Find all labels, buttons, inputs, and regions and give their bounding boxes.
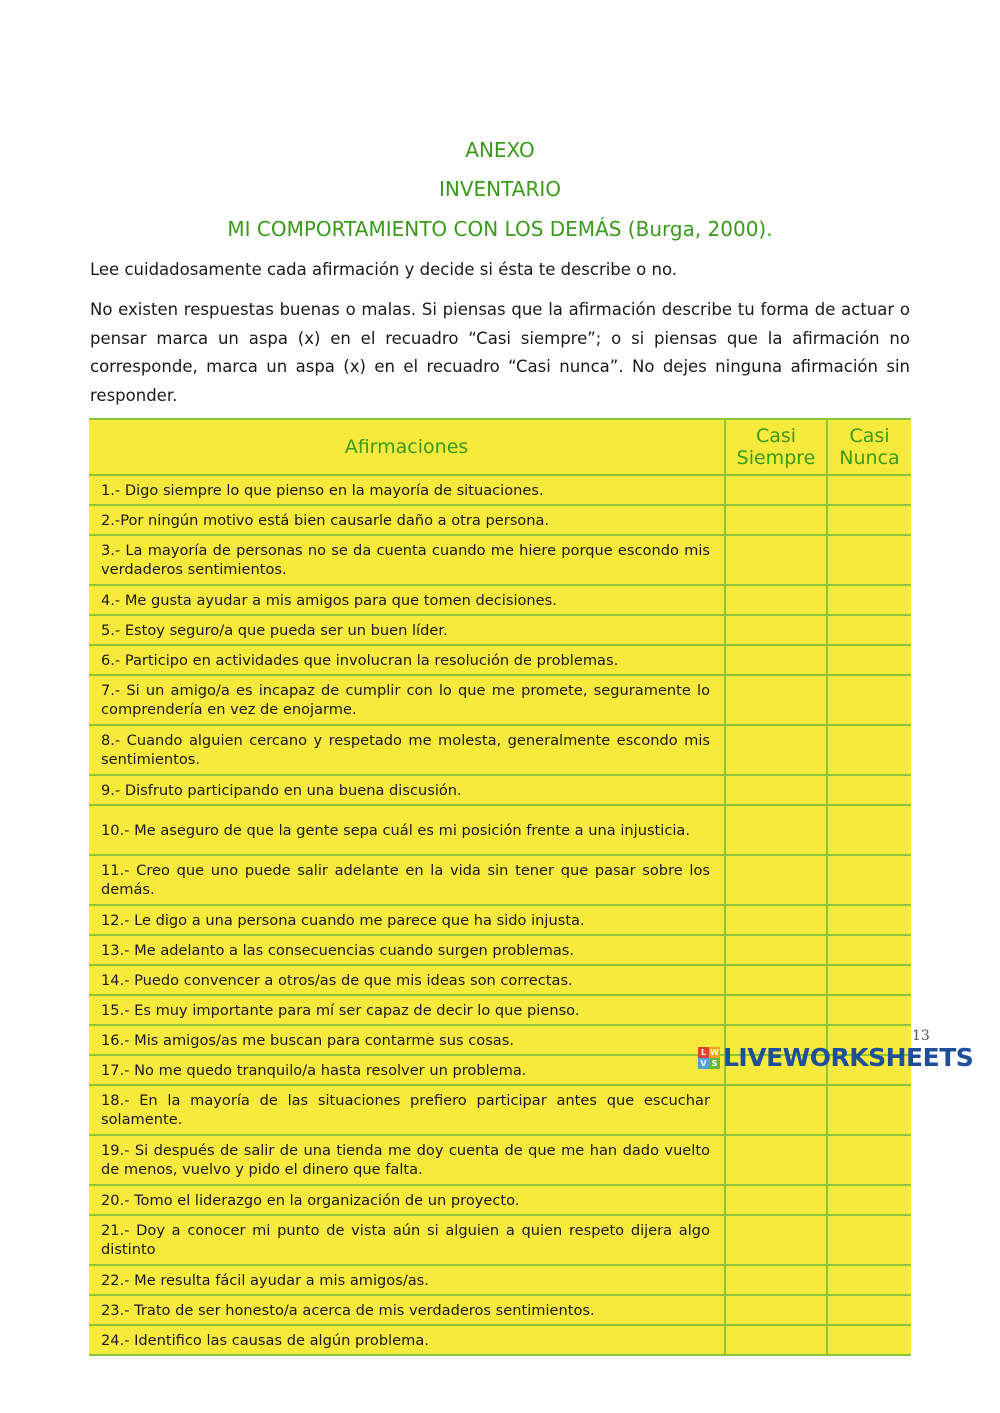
table-row	[89, 905, 911, 935]
table-row	[89, 805, 911, 855]
inventory-table	[89, 418, 911, 1356]
statement-text: 5.- Estoy seguro/a que pueda ser un buen líder.	[89, 615, 725, 645]
almost-always-checkbox[interactable]	[725, 1325, 827, 1355]
statement-text: 10.- Me aseguro de que la gente sepa cuál es mi posición frente a una injusticia.	[89, 805, 725, 855]
almost-never-checkbox[interactable]	[827, 1085, 911, 1135]
table-row	[89, 505, 911, 535]
table-row	[89, 1295, 911, 1325]
table-header-row	[89, 419, 911, 475]
table-row	[89, 1085, 911, 1135]
table-row	[89, 965, 911, 995]
almost-never-checkbox[interactable]	[827, 615, 911, 645]
almost-never-checkbox[interactable]	[827, 645, 911, 675]
table-row	[89, 935, 911, 965]
column-header-statements: Afirmaciones	[89, 419, 725, 475]
statement-rows	[89, 475, 911, 1355]
table-row	[89, 775, 911, 805]
liveworksheets-brand	[698, 1043, 973, 1072]
statement-text: 13.- Me adelanto a las consecuencias cuando surgen problemas.	[89, 935, 725, 965]
page-number: 13	[912, 1028, 930, 1044]
table-row	[89, 535, 911, 585]
almost-never-checkbox[interactable]	[827, 585, 911, 615]
almost-always-checkbox[interactable]	[725, 585, 827, 615]
almost-always-checkbox[interactable]	[725, 535, 827, 585]
statement-text: 1.- Digo siempre lo que pienso en la mayoría de situaciones.	[89, 475, 725, 505]
logo-letter-v: V	[698, 1058, 709, 1069]
statement-text: 14.- Puedo convencer a otros/as de que mis ideas son correctas.	[89, 965, 725, 995]
almost-never-checkbox[interactable]	[827, 1135, 911, 1185]
annex-title: ANEXO	[465, 138, 535, 162]
almost-always-checkbox[interactable]	[725, 935, 827, 965]
almost-always-checkbox[interactable]	[725, 1265, 827, 1295]
statement-text: 11.- Creo que uno puede salir adelante en la vida sin tener que pasar sobre los demás.	[89, 855, 725, 905]
statement-text: 15.- Es muy importante para mí ser capaz de decir lo que pienso.	[89, 995, 725, 1025]
almost-always-checkbox[interactable]	[725, 905, 827, 935]
column-header-almost-never: Casi Nunca	[827, 419, 911, 475]
almost-always-checkbox[interactable]	[725, 965, 827, 995]
statement-text: 3.- La mayoría de personas no se da cuenta cuando me hiere porque escondo mis verdaderos sentimientos.	[89, 535, 725, 585]
table-row	[89, 1215, 911, 1265]
almost-never-checkbox[interactable]	[827, 1265, 911, 1295]
almost-always-checkbox[interactable]	[725, 1215, 827, 1265]
almost-always-checkbox[interactable]	[725, 1295, 827, 1325]
logo-letter-l: L	[698, 1047, 709, 1058]
almost-never-checkbox[interactable]	[827, 775, 911, 805]
almost-always-checkbox[interactable]	[725, 1085, 827, 1135]
inventory-title: INVENTARIO	[438, 177, 562, 201]
statement-text: 17.- No me quedo tranquilo/a hasta resolver un problema.	[89, 1055, 725, 1085]
almost-never-checkbox[interactable]	[827, 1215, 911, 1265]
instruction-paragraph-2: No existen respuestas buenas o malas. Si piensas que la afirmación describe tu forma de actuar o pensar marca un aspa (x) en el recuadro “Casi siempre”; o si piensas que la afirmación no corresponde, marca un aspa (x) en el recuadro “Casi nunca”. No dejes ninguna afirmación sin responder.	[90, 300, 910, 405]
almost-never-checkbox[interactable]	[827, 1325, 911, 1355]
document-title: MI COMPORTAMIENTO CON LOS DEMÁS (Burga, 2000).	[227, 217, 773, 241]
almost-never-checkbox[interactable]	[827, 905, 911, 935]
almost-never-checkbox[interactable]	[827, 475, 911, 505]
statement-text: 2.-Por ningún motivo está bien causarle daño a otra persona.	[89, 505, 725, 535]
logo-letter-w: W	[710, 1047, 719, 1057]
statement-text: 7.- Si un amigo/a es incapaz de cumplir con lo que me promete, seguramente lo comprendería en vez de enojarme.	[89, 675, 725, 725]
table-row	[89, 645, 911, 675]
almost-always-checkbox[interactable]	[725, 645, 827, 675]
table-row	[89, 1185, 911, 1215]
almost-always-checkbox[interactable]	[725, 995, 827, 1025]
almost-always-checkbox[interactable]	[725, 505, 827, 535]
almost-always-checkbox[interactable]	[725, 1135, 827, 1185]
almost-never-checkbox[interactable]	[827, 995, 911, 1025]
instruction-paragraph-1: Lee cuidadosamente cada afirmación y decide si ésta te describe o no.	[90, 260, 678, 279]
statement-text: 20.- Tomo el liderazgo en la organización de un proyecto.	[89, 1185, 725, 1215]
statement-text: 18.- En la mayoría de las situaciones prefiero participar antes que escuchar solamente.	[89, 1085, 725, 1135]
almost-always-checkbox[interactable]	[725, 675, 827, 725]
almost-never-checkbox[interactable]	[827, 855, 911, 905]
statement-text: 21.- Doy a conocer mi punto de vista aún si alguien a quien respeto dijera algo distinto	[89, 1215, 725, 1265]
table-row	[89, 855, 911, 905]
liveworksheets-logo-icon	[698, 1047, 720, 1069]
almost-always-checkbox[interactable]	[725, 615, 827, 645]
statement-text: 23.- Trato de ser honesto/a acerca de mis verdaderos sentimientos.	[89, 1295, 725, 1325]
almost-never-checkbox[interactable]	[827, 1295, 911, 1325]
table-row	[89, 1325, 911, 1355]
liveworksheets-wordmark: LIVEWORKSHEETS	[723, 1043, 974, 1072]
table-row	[89, 585, 911, 615]
table-row	[89, 995, 911, 1025]
statement-text: 22.- Me resulta fácil ayudar a mis amigos/as.	[89, 1265, 725, 1295]
table-row	[89, 475, 911, 505]
almost-never-checkbox[interactable]	[827, 805, 911, 855]
logo-letter-s: S	[709, 1058, 720, 1069]
statement-text: 24.- Identifico las causas de algún problema.	[89, 1325, 725, 1355]
almost-always-checkbox[interactable]	[725, 475, 827, 505]
almost-always-checkbox[interactable]	[725, 775, 827, 805]
almost-never-checkbox[interactable]	[827, 935, 911, 965]
table-row	[89, 1135, 911, 1185]
almost-never-checkbox[interactable]	[827, 675, 911, 725]
table-row	[89, 615, 911, 645]
almost-never-checkbox[interactable]	[827, 535, 911, 585]
almost-always-checkbox[interactable]	[725, 725, 827, 775]
statement-text: 9.- Disfruto participando en una buena discusión.	[89, 775, 725, 805]
table-row	[89, 1265, 911, 1295]
column-header-almost-always: Casi Siempre	[725, 419, 827, 475]
table-row	[89, 725, 911, 775]
table-row	[89, 675, 911, 725]
almost-always-checkbox[interactable]	[725, 1185, 827, 1215]
almost-never-checkbox[interactable]	[827, 1185, 911, 1215]
almost-never-checkbox[interactable]	[827, 725, 911, 775]
statement-text: 4.- Me gusta ayudar a mis amigos para que tomen decisiones.	[89, 585, 725, 615]
almost-never-checkbox[interactable]	[827, 505, 911, 535]
almost-always-checkbox[interactable]	[725, 855, 827, 905]
statement-text: 8.- Cuando alguien cercano y respetado me molesta, generalmente escondo mis sentimientos.	[89, 725, 725, 775]
statement-text: 19.- Si después de salir de una tienda me doy cuenta de que me han dado vuelto de menos, vuelvo y pido el dinero que falta.	[89, 1135, 725, 1185]
statement-text: 12.- Le digo a una persona cuando me parece que ha sido injusta.	[89, 905, 725, 935]
almost-never-checkbox[interactable]	[827, 965, 911, 995]
almost-always-checkbox[interactable]	[725, 805, 827, 855]
statement-text: 16.- Mis amigos/as me buscan para contarme sus cosas.	[89, 1025, 725, 1055]
statement-text: 6.- Participo en actividades que involucran la resolución de problemas.	[89, 645, 725, 675]
